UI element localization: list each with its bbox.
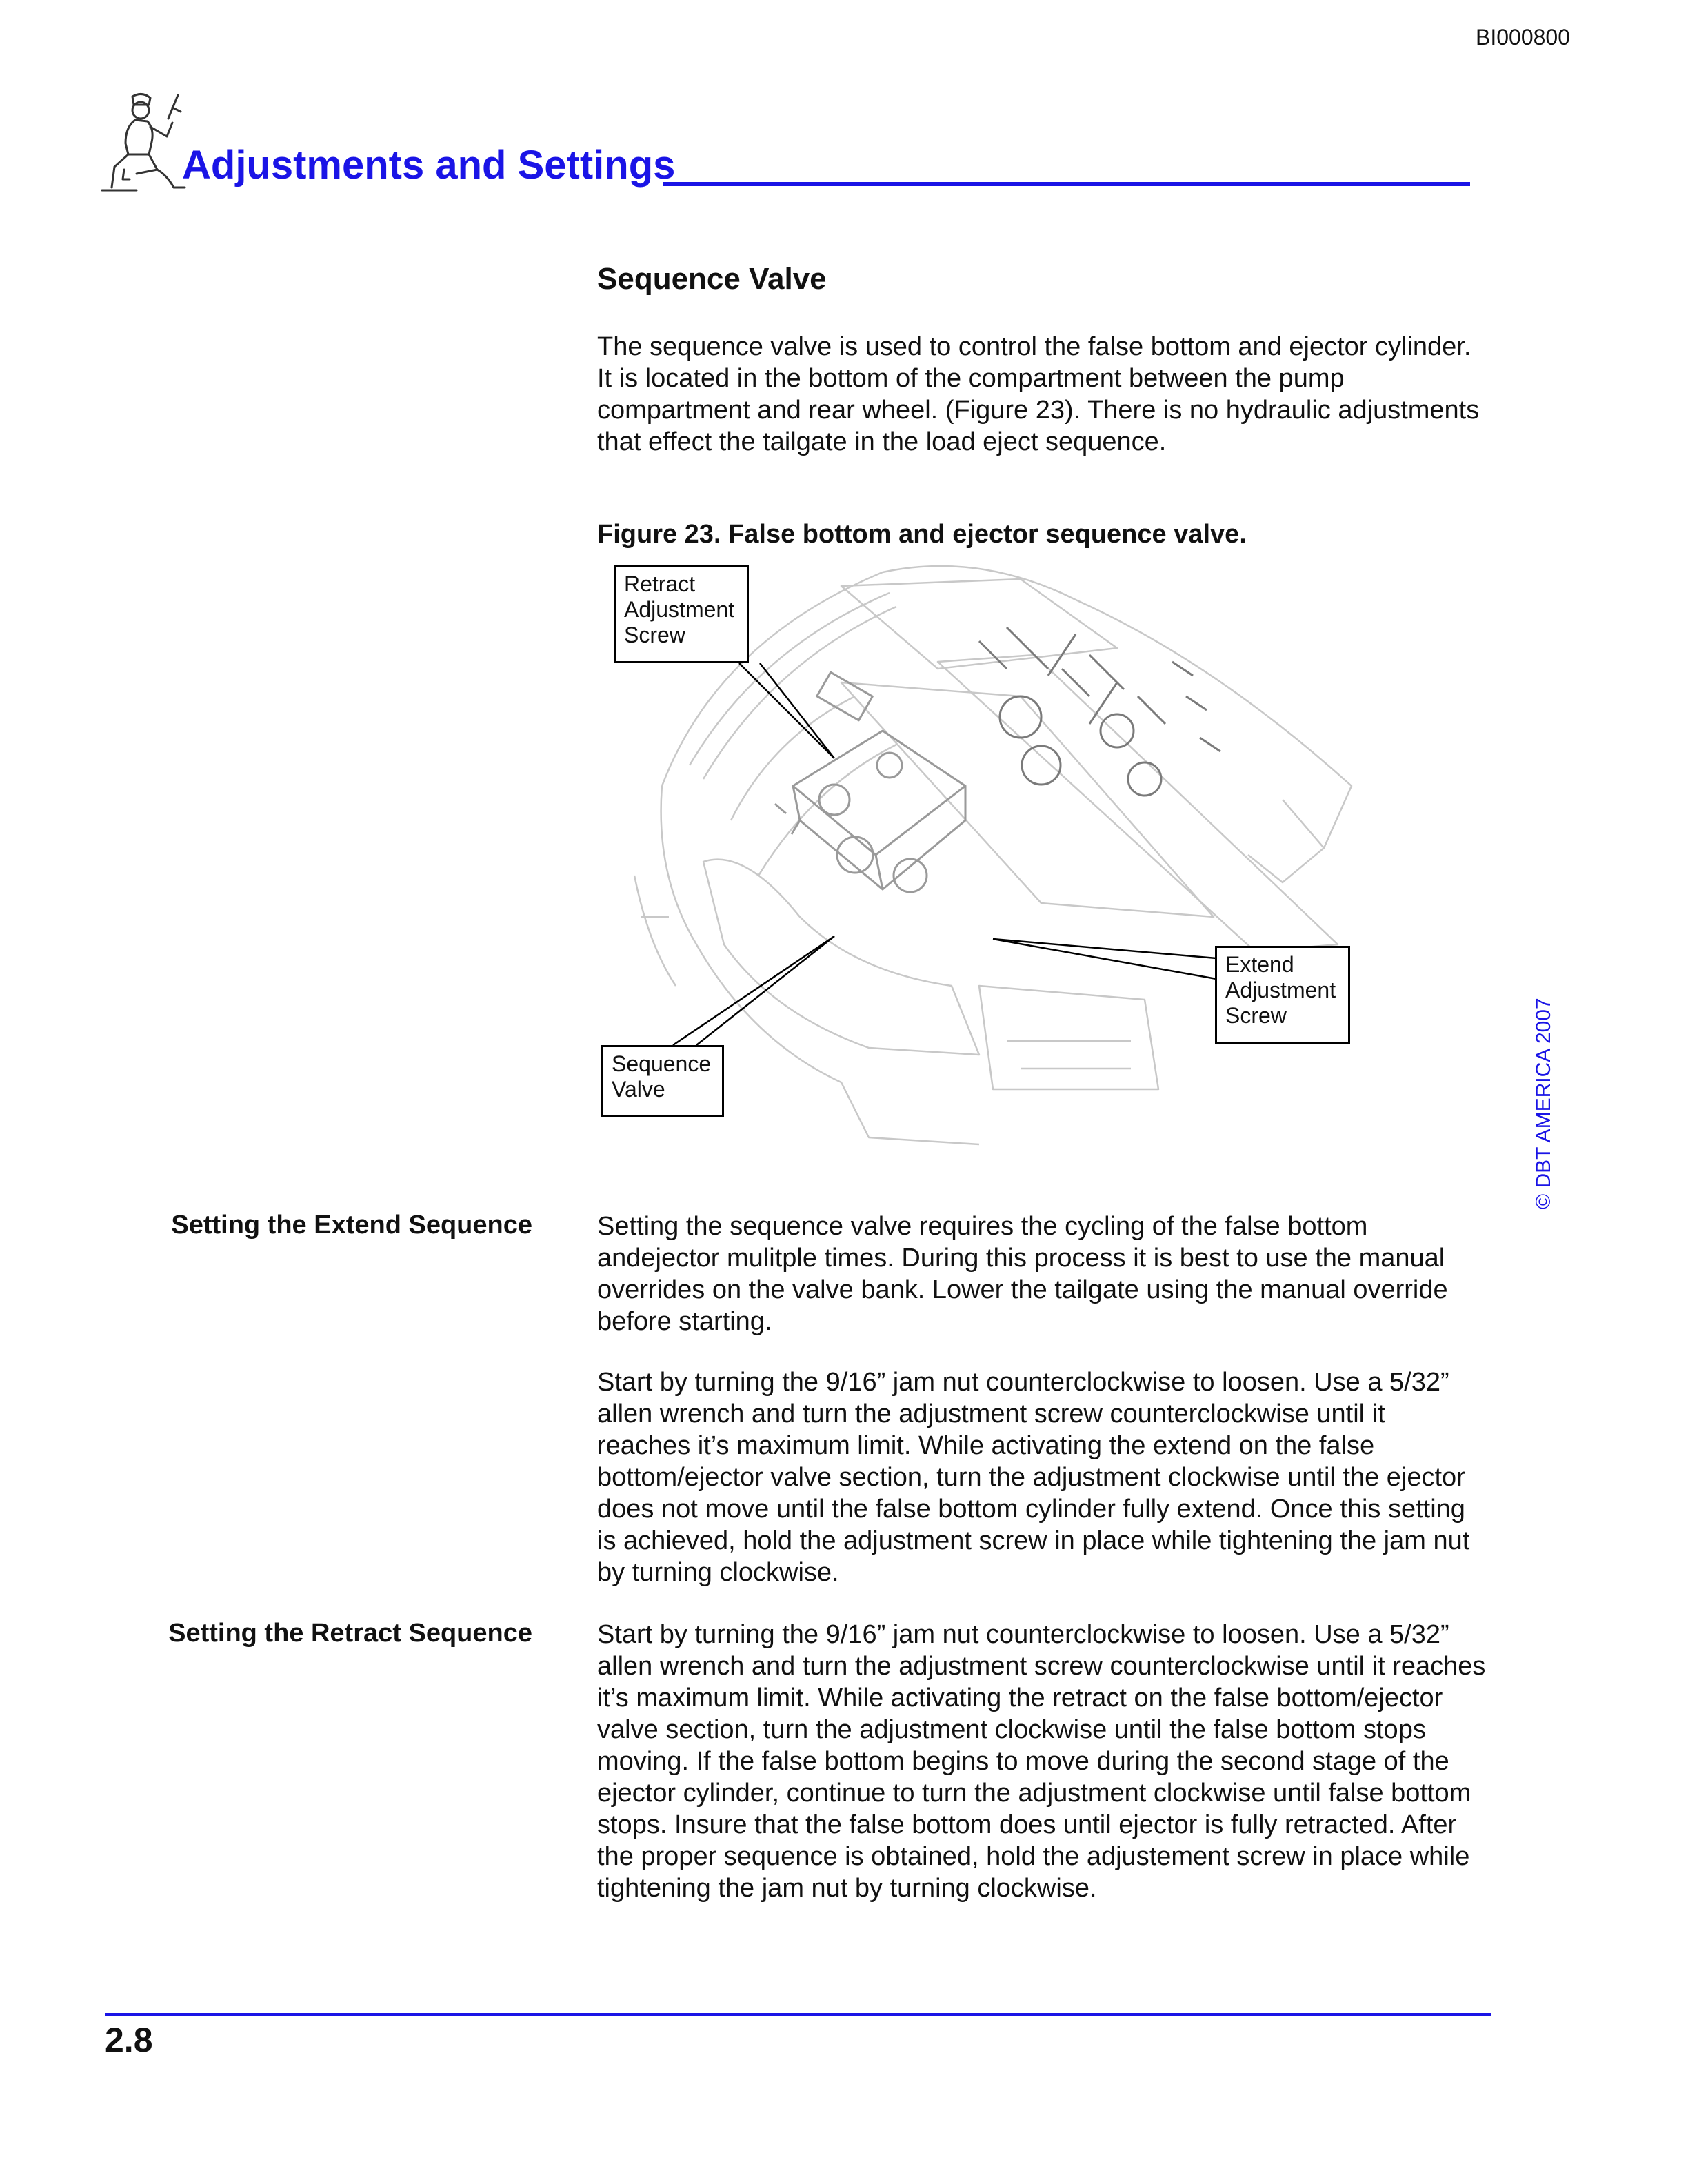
intro-paragraph: The sequence valve is used to control the false bottom and ejector cylinder. It is located in the bottom of the compartment between the pump compartment and rear wheel. (Figure 23). There is no hydraulic adjustments that effect the tailgate in the load eject sequence. (597, 332, 1480, 456)
retract-paragraph: Start by turning the 9/16” jam nut counterclockwise to loosen. Use a 5/32” allen wrench and turn the adjustment screw counterclockwise until it reaches it’s maximum limit. While activating the retract on the false bottom/ejector valve section, turn the adjustment clockwise until the false bottom stops moving. If the false bottom begins to move during the second stage of the ejector cylinder, continue to turn the adjustment clockwise until false bottom stops. Insure that the false bottom does until ejector is fully retracted. After the proper sequence is obtained, hold the adjustement screw in place while tightening the jam nut by turning clockwise. (597, 1620, 1486, 1903)
extend-paragraph-2: Start by turning the 9/16” jam nut counterclockwise to loosen. Use a 5/32” allen wrench and turn the adjustment screw counterclockwise until it reaches it’s maximum limit. While activating the extend on the false bottom/ejector valve section, turn the adjustment clockwise until the ejector does not move until the false bottom cylinder fully extend. Once this setting is achieved, hold the adjustment screw in place while tightening the jam nut by turning clockwise. (597, 1368, 1470, 1587)
document-id: BI000800 (1476, 25, 1571, 50)
callout-retract-line-1: Retract (624, 572, 696, 596)
callout-extend-line-2: Adjustment (1225, 978, 1336, 1002)
copyright-notice: © DBT AMERICA 2007 (1532, 998, 1555, 1209)
footer-rule (105, 2013, 1491, 2016)
callout-sequence-line-1: Sequence (612, 1051, 712, 1076)
mechanic-icon (97, 87, 188, 197)
callout-sequence-line-2: Valve (612, 1077, 665, 1102)
page-subtitle: Sequence Valve (597, 262, 827, 296)
extend-paragraph-1: Setting the sequence valve requires the cycling of the false bottom andejector mulitple times. During this process it is best to use the manual overrides on the valve bank. Lower the tailgate using the manual override before starting. (597, 1212, 1448, 1336)
title-underline (663, 182, 1470, 186)
retract-sequence-heading: Setting the Retract Sequence (168, 1619, 532, 1648)
callout-extend-line-3: Screw (1225, 1003, 1287, 1028)
callout-extend-adjustment-screw (1215, 946, 1350, 1044)
section-title: Adjustments and Settings (182, 143, 676, 188)
callout-retract-line-3: Screw (624, 623, 685, 647)
extend-sequence-heading: Setting the Extend Sequence (171, 1211, 532, 1240)
callout-extend-line-1: Extend (1225, 952, 1294, 977)
page-number: 2.8 (105, 2021, 153, 2059)
figure-caption: Figure 23. False bottom and ejector sequence valve. (597, 520, 1247, 549)
callout-sequence-valve (601, 1045, 724, 1117)
callout-retract-line-2: Adjustment (624, 597, 735, 622)
callout-retract-adjustment-screw (614, 565, 749, 663)
